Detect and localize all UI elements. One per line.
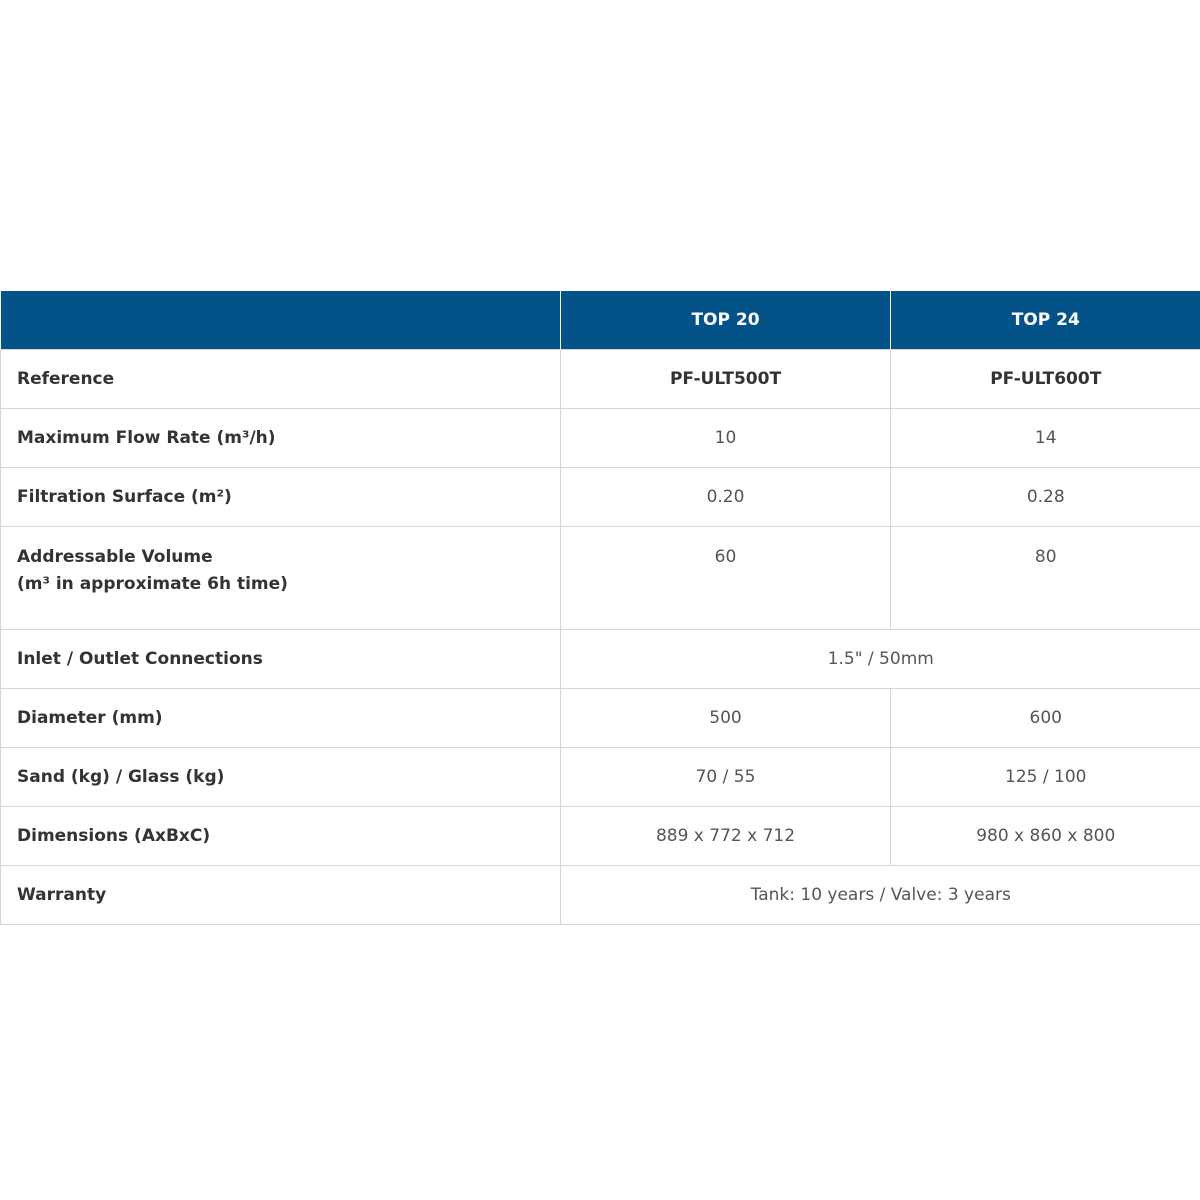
header-corner-cell bbox=[1, 291, 561, 350]
value-top-24: 980 x 860 x 800 bbox=[891, 807, 1200, 866]
value-top-24: 14 bbox=[891, 409, 1200, 468]
row-label: Dimensions (AxBxC) bbox=[1, 807, 561, 866]
header-top-24: TOP 24 bbox=[891, 291, 1200, 350]
value-top-24: 125 / 100 bbox=[891, 748, 1200, 807]
value-shared: 1.5" / 50mm bbox=[561, 630, 1200, 689]
row-label: Filtration Surface (m²) bbox=[1, 468, 561, 527]
value-top-20: 70 / 55 bbox=[561, 748, 891, 807]
value-top-20: 500 bbox=[561, 689, 891, 748]
spec-table bbox=[0, 291, 1200, 925]
row-label-line-1: Addressable Volume bbox=[17, 547, 213, 567]
row-reference bbox=[1, 350, 1200, 409]
value-top-20: 10 bbox=[561, 409, 891, 468]
row-label: Warranty bbox=[1, 866, 561, 925]
row-warranty bbox=[1, 866, 1200, 925]
row-addressable-volume bbox=[1, 527, 1200, 630]
row-inlet-outlet bbox=[1, 630, 1200, 689]
row-dimensions bbox=[1, 807, 1200, 866]
row-label: Reference bbox=[1, 350, 561, 409]
value-top-20: 0.20 bbox=[561, 468, 891, 527]
row-sand-glass bbox=[1, 748, 1200, 807]
row-label bbox=[1, 527, 561, 630]
value-top-24: 80 bbox=[891, 527, 1200, 630]
value-top-24: 600 bbox=[891, 689, 1200, 748]
row-label: Inlet / Outlet Connections bbox=[1, 630, 561, 689]
row-label-line-2: (m³ in approximate 6h time) bbox=[17, 574, 288, 594]
row-filtration-surface bbox=[1, 468, 1200, 527]
row-label: Maximum Flow Rate (m³/h) bbox=[1, 409, 561, 468]
row-label: Diameter (mm) bbox=[1, 689, 561, 748]
row-diameter bbox=[1, 689, 1200, 748]
header-row bbox=[1, 291, 1200, 350]
value-top-20: PF-ULT500T bbox=[561, 350, 891, 409]
row-label: Sand (kg) / Glass (kg) bbox=[1, 748, 561, 807]
value-top-20: 60 bbox=[561, 527, 891, 630]
value-top-20: 889 x 772 x 712 bbox=[561, 807, 891, 866]
row-max-flow-rate bbox=[1, 409, 1200, 468]
value-top-24: 0.28 bbox=[891, 468, 1200, 527]
value-shared: Tank: 10 years / Valve: 3 years bbox=[561, 866, 1200, 925]
value-top-24: PF-ULT600T bbox=[891, 350, 1200, 409]
header-top-20: TOP 20 bbox=[561, 291, 891, 350]
